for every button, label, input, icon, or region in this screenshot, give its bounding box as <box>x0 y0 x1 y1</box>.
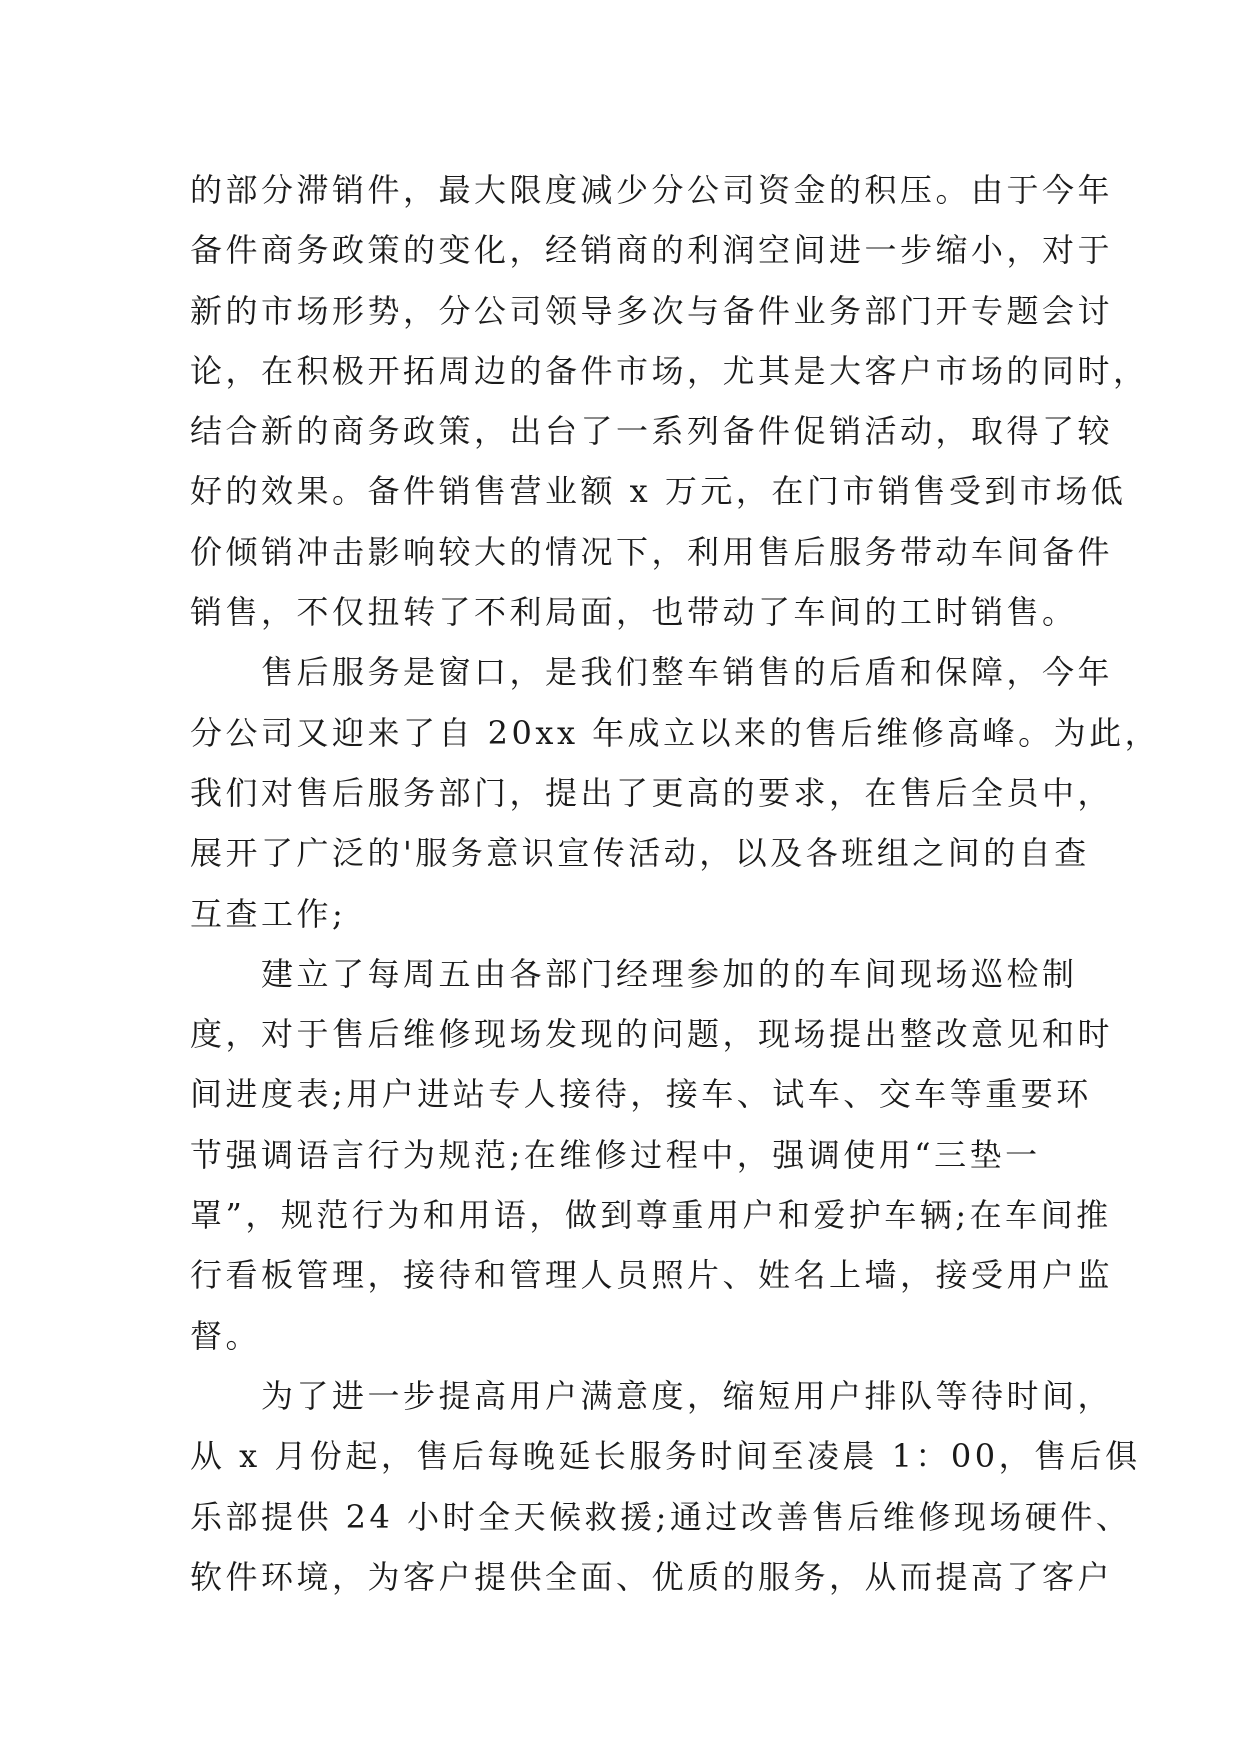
text-line: 为了进一步提高用户满意度，缩短用户排队等待时间， <box>190 1376 1114 1415</box>
text-line: 从 x 月份起，售后每晚延长服务时间至凌晨 1：00，售后俱 <box>190 1437 1141 1476</box>
text-line: 我们对售后服务部门，提出了更高的要求，在售后全员中， <box>190 773 1114 812</box>
text-line: 建立了每周五由各部门经理参加的的车间现场巡检制 <box>190 954 1078 993</box>
text-line: 节强调语言行为规范;在维修过程中，强调使用“三垫一 <box>190 1135 1041 1174</box>
text-line: 互查工作; <box>190 894 347 933</box>
text-line: 分公司又迎来了自 20xx 年成立以来的售后维修高峰。为此， <box>190 713 1161 752</box>
text-line: 度，对于售后维修现场发现的问题，现场提出整改意见和时 <box>190 1015 1114 1054</box>
text-line: 备件商务政策的变化，经销商的利润空间进一步缩小，对于 <box>190 231 1114 270</box>
text-line: 售后服务是窗口，是我们整车销售的后盾和保障，今年 <box>190 653 1114 692</box>
text-line: 好的效果。备件销售营业额 x 万元，在门市销售受到市场低 <box>190 472 1127 511</box>
text-line: 销售，不仅扭转了不利局面，也带动了车间的工时销售。 <box>190 593 1078 632</box>
text-line: 软件环境，为客户提供全面、优质的服务，从而提高了客户 <box>190 1557 1114 1596</box>
document-body <box>190 160 1161 1607</box>
text-line: 的部分滞销件，最大限度减少分公司资金的积压。由于今年 <box>190 171 1114 209</box>
text-line: 价倾销冲击影响较大的情况下，利用售后服务带动车间备件 <box>190 532 1114 571</box>
text-line: 乐部提供 24 小时全天候救援;通过改善售后维修现场硬件、 <box>190 1497 1132 1536</box>
text-line: 展开了广泛的'服务意识宣传活动，以及各班组之间的自查 <box>190 834 1090 873</box>
text-line: 督。 <box>190 1316 262 1355</box>
text-line: 结合新的商务政策，出台了一系列备件促销活动，取得了较 <box>190 412 1114 451</box>
text-line: 新的市场形势，分公司领导多次与备件业务部门开专题会讨 <box>190 291 1114 330</box>
text-line: 论，在积极开拓周边的备件市场，尤其是大客户市场的同时， <box>190 351 1149 390</box>
text-line: 行看板管理，接待和管理人员照片、姓名上墙，接受用户监 <box>190 1256 1114 1295</box>
text-line: 罩”，规范行为和用语，做到尊重用户和爱护车辆;在车间推 <box>190 1196 1112 1235</box>
text-line: 间进度表;用户进站专人接待，接车、试车、交车等重要环 <box>190 1075 1092 1114</box>
